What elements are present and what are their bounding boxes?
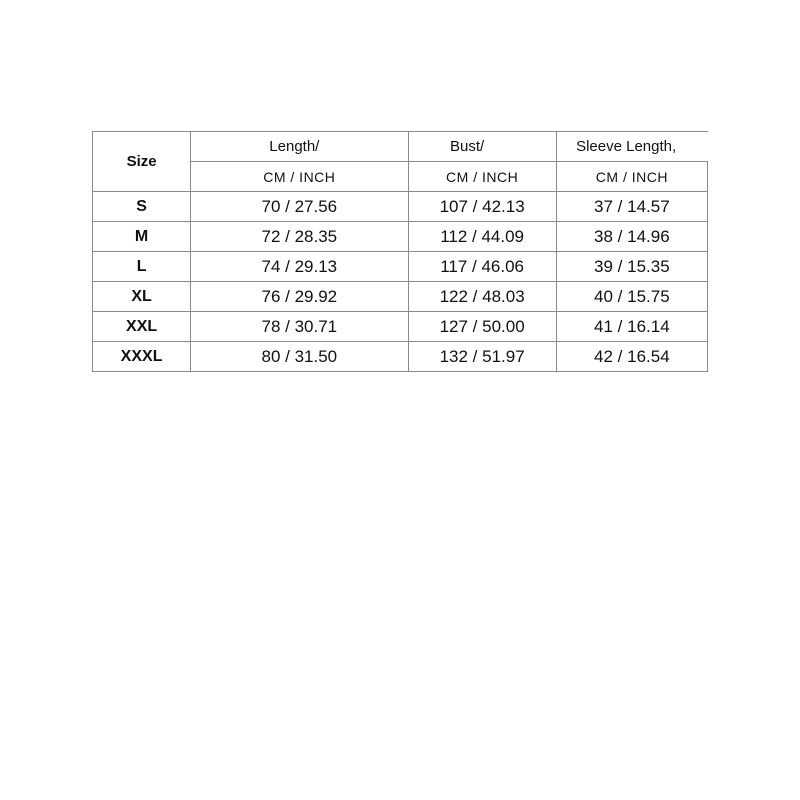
table-row	[93, 192, 708, 222]
length-cell: 74 / 29.13	[191, 252, 408, 282]
length-header-label: Length/	[269, 138, 320, 155]
sleeve-unit-label: CM / INCH	[556, 162, 707, 192]
length-cell: 78 / 30.71	[191, 312, 408, 342]
bust-cell: 112 / 44.09	[408, 222, 556, 252]
sleeve-cell: 41 / 16.14	[556, 312, 707, 342]
bust-cell: 107 / 42.13	[408, 192, 556, 222]
length-cell: 80 / 31.50	[191, 342, 408, 372]
table-row	[93, 252, 708, 282]
sleeve-cell: 40 / 15.75	[556, 282, 707, 312]
length-unit-label: CM / INCH	[191, 162, 408, 192]
size-column-header: Size	[93, 132, 191, 192]
bust-cell: 117 / 46.06	[408, 252, 556, 282]
size-cell: XXXL	[93, 342, 191, 372]
bust-unit-label: CM / INCH	[408, 162, 556, 192]
sleeve-cell: 42 / 16.54	[556, 342, 707, 372]
size-cell: XL	[93, 282, 191, 312]
size-cell: S	[93, 192, 191, 222]
sleeve-header-label: Sleeve Length,	[576, 138, 677, 155]
bust-column-header	[408, 132, 556, 162]
table-row	[93, 222, 708, 252]
sleeve-cell: 37 / 14.57	[556, 192, 707, 222]
bust-cell: 127 / 50.00	[408, 312, 556, 342]
sleeve-cell: 39 / 15.35	[556, 252, 707, 282]
size-cell: L	[93, 252, 191, 282]
length-cell: 76 / 29.92	[191, 282, 408, 312]
size-cell: XXL	[93, 312, 191, 342]
sleeve-column-header	[556, 132, 707, 162]
table-row	[93, 282, 708, 312]
length-cell: 72 / 28.35	[191, 222, 408, 252]
length-cell: 70 / 27.56	[191, 192, 408, 222]
bust-cell: 132 / 51.97	[408, 342, 556, 372]
table-row	[93, 342, 708, 372]
sleeve-cell: 38 / 14.96	[556, 222, 707, 252]
length-column-header	[191, 132, 408, 162]
size-cell: M	[93, 222, 191, 252]
size-chart-table	[92, 131, 708, 372]
table-row	[93, 312, 708, 342]
bust-header-label: Bust/	[450, 138, 485, 155]
bust-cell: 122 / 48.03	[408, 282, 556, 312]
header-row	[93, 132, 708, 162]
